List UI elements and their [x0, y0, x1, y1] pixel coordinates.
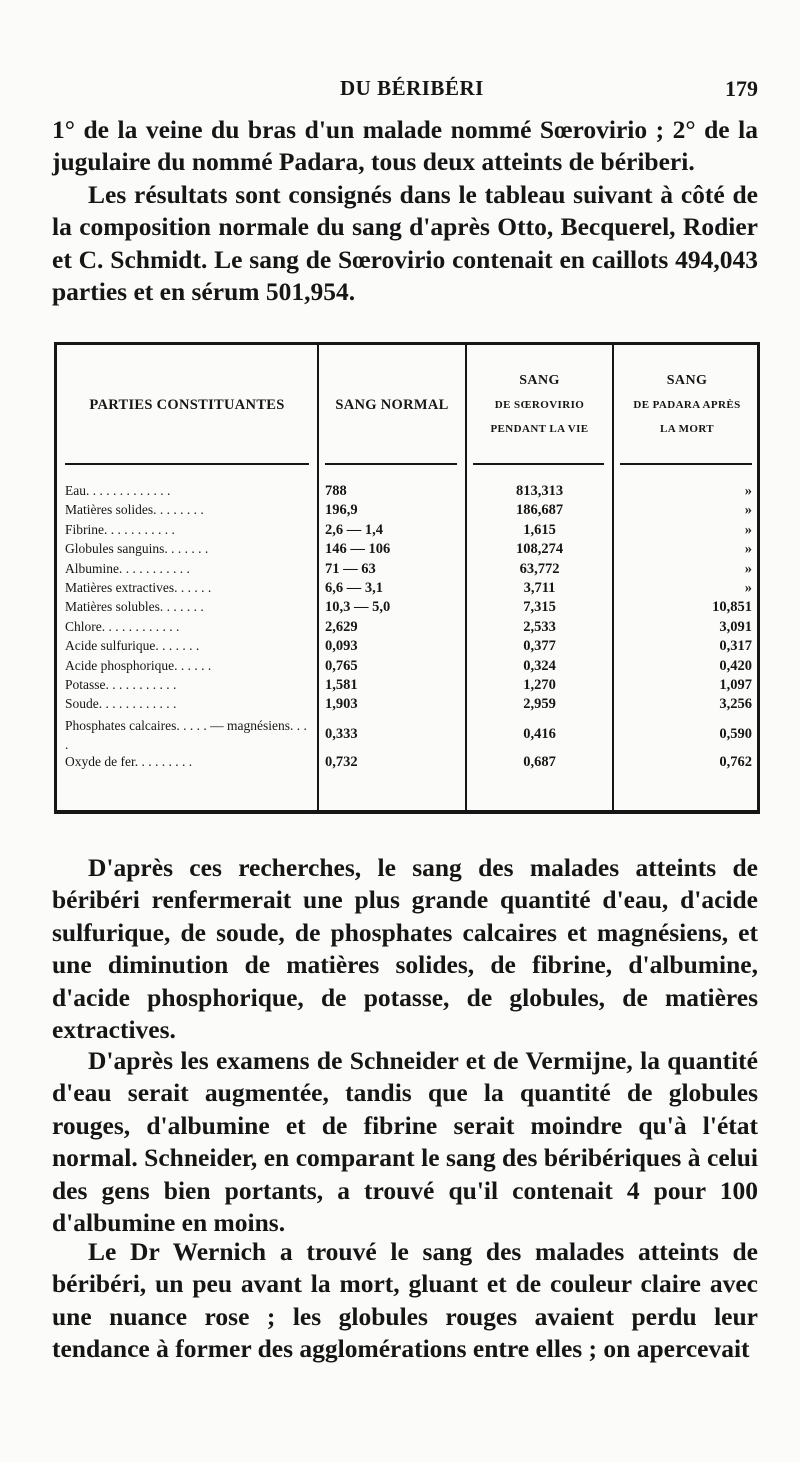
header-padara-line2: DE PADARA APRÈS: [633, 399, 741, 411]
normal-value: 1,581: [325, 676, 358, 693]
header-soerovirio-line3: PENDANT LA VIE: [490, 423, 589, 435]
paragraph-intro: [52, 114, 758, 308]
padara-value: 0,762: [719, 753, 752, 770]
row-label: Potasse. . . . . . . . . . .: [65, 676, 177, 692]
soerovirio-value: 3,711: [523, 579, 556, 596]
header-padara: [614, 369, 760, 441]
row-label: Fibrine. . . . . . . . . . .: [65, 521, 175, 537]
padara-value: 0,317: [719, 638, 752, 655]
normal-value: 146 — 106: [325, 541, 391, 558]
paragraph-schneider: D'après les examens de Schneider et de Vermijne, la quantité d'eau serait augmentée, tandis que la quantité de globules rouges, d'albumine et de fibrine serait moindre qu'à l'état normal. Schneider, en comparant le sang des béribériques à celui des gens bien portants, a trouvé qu'il contenait 4 pour 100 d'albumine en moins.: [52, 1046, 758, 1238]
table-row: [57, 502, 757, 521]
header-normal: SANG NORMAL: [335, 397, 449, 413]
padara-value: 3,091: [719, 618, 752, 635]
row-label: Phosphates calcaires. . . . . — magnésiens. . . .: [65, 717, 307, 752]
table-row: [57, 696, 757, 715]
paragraph-2-text: Les résultats sont consignés dans le tableau suivant à côté de la composition normale du sang d'après Otto, Becquerel, Rodier et C. Schmidt. Le sang de Sœrovirio contenait en caillots 494,043 parties et en sérum 501,954.: [52, 179, 758, 307]
table-row: [57, 677, 757, 696]
normal-value: 71 — 63: [325, 560, 376, 577]
table-row: [57, 619, 757, 638]
padara-value: 1,097: [719, 676, 752, 693]
soerovirio-value: 0,687: [523, 753, 556, 770]
soerovirio-value: 1,615: [523, 521, 556, 538]
table-row: [57, 522, 757, 541]
row-label: Soude. . . . . . . . . . . .: [65, 696, 177, 712]
header-rule: [473, 463, 604, 465]
normal-value: 1,903: [325, 696, 358, 713]
paragraph-wernich: Le Dr Wernich a trouvé le sang des malades atteints de béribéri, un peu avant la mort, gluant et de couleur claire avec une nuance rose ; les globules rouges avaient perdu leur tendance à former des agglomérations entre elles ; on apercevait: [52, 1237, 758, 1364]
normal-value: 10,3 — 5,0: [325, 599, 391, 616]
padara-value: 10,851: [712, 599, 752, 616]
row-label: Matières solides. . . . . . . .: [65, 502, 204, 518]
padara-value: »: [744, 560, 752, 577]
normal-value: 6,6 — 3,1: [325, 579, 383, 596]
soerovirio-value: 0,324: [523, 657, 556, 674]
padara-value: 0,590: [719, 725, 752, 742]
row-label: Chlore. . . . . . . . . . . .: [65, 618, 180, 634]
table-row: [57, 561, 757, 580]
row-label: Matières solubles. . . . . . .: [65, 599, 204, 615]
padara-value: »: [744, 521, 752, 538]
paragraph-results: D'après ces recherches, le sang des malades atteints de béribéri renfermerait une plus grande quantité d'eau, d'acide sulfurique, de soude, de phosphates calcaires et magnésiens, et une diminution de matières solides, de fibrine, d'albumine, d'acide phosphorique, de potasse, de globules, de matières extractives.: [52, 853, 758, 1045]
padara-value: 3,256: [719, 696, 752, 713]
normal-value: 196,9: [325, 502, 358, 519]
table-row: [57, 483, 757, 502]
row-label: Eau. . . . . . . . . . . . .: [65, 483, 171, 498]
table-row: [57, 754, 757, 773]
blood-composition-table: [54, 342, 760, 814]
row-label: Albumine. . . . . . . . . . .: [65, 560, 190, 576]
table-row: [57, 541, 757, 560]
header-rule: [620, 463, 752, 465]
header-padara-line1: SANG: [666, 373, 708, 388]
soerovirio-value: 108,274: [515, 541, 564, 558]
header-soerovirio-line2: DE SŒROVIRIO: [494, 399, 585, 411]
header-rule: [65, 463, 309, 465]
normal-value: 0,732: [325, 753, 358, 770]
header-padara-line3: LA MORT: [659, 423, 715, 435]
row-label: Matières extractives. . . . . .: [65, 579, 212, 595]
table-row: [57, 638, 757, 657]
soerovirio-value: 1,270: [523, 676, 556, 693]
row-label: Oxyde de fer. . . . . . . . .: [65, 753, 193, 769]
normal-value: 0,765: [325, 657, 358, 674]
soerovirio-value: 2,533: [523, 618, 556, 635]
row-label: Acide sulfurique. . . . . . .: [65, 638, 200, 654]
table-row: [57, 599, 757, 618]
soerovirio-value: 63,772: [519, 560, 560, 577]
paragraph-1-text: 1° de la veine du bras d'un malade nommé Sœrovirio ; 2° de la jugulaire du nommé Padara, tous deux atteints de bériberi.: [52, 115, 758, 177]
padara-value: »: [744, 541, 752, 558]
page-number: 179: [725, 76, 758, 101]
padara-value: 0,420: [719, 657, 752, 674]
header-rule: [325, 463, 457, 465]
soerovirio-value: 0,377: [523, 638, 556, 655]
row-label: Acide phosphorique. . . . . .: [65, 657, 212, 673]
normal-value: 788: [325, 483, 347, 499]
table-body: [57, 483, 757, 773]
header-soerovirio: [467, 369, 612, 441]
padara-value: »: [744, 502, 752, 519]
page-header: [0, 76, 800, 106]
soerovirio-value: 813,313: [515, 483, 564, 499]
normal-value: 2,6 — 1,4: [325, 521, 383, 538]
header-parts: PARTIES CONSTITUANTES: [89, 397, 285, 413]
soerovirio-value: 7,315: [523, 599, 556, 616]
soerovirio-value: 0,416: [523, 725, 556, 742]
normal-value: 0,093: [325, 638, 358, 655]
normal-value: 2,629: [325, 618, 358, 635]
padara-value: »: [744, 579, 752, 596]
table-row: [57, 580, 757, 599]
table-row: [57, 658, 757, 677]
row-label: Globules sanguins. . . . . . .: [65, 541, 209, 557]
table-row: [57, 716, 757, 754]
soerovirio-value: 2,959: [523, 696, 556, 713]
running-title: DU BÉRIBÉRI: [340, 76, 484, 100]
normal-value: 0,333: [325, 725, 358, 742]
header-soerovirio-line1: SANG: [519, 373, 560, 388]
soerovirio-value: 186,687: [515, 502, 564, 519]
padara-value: »: [744, 483, 752, 499]
